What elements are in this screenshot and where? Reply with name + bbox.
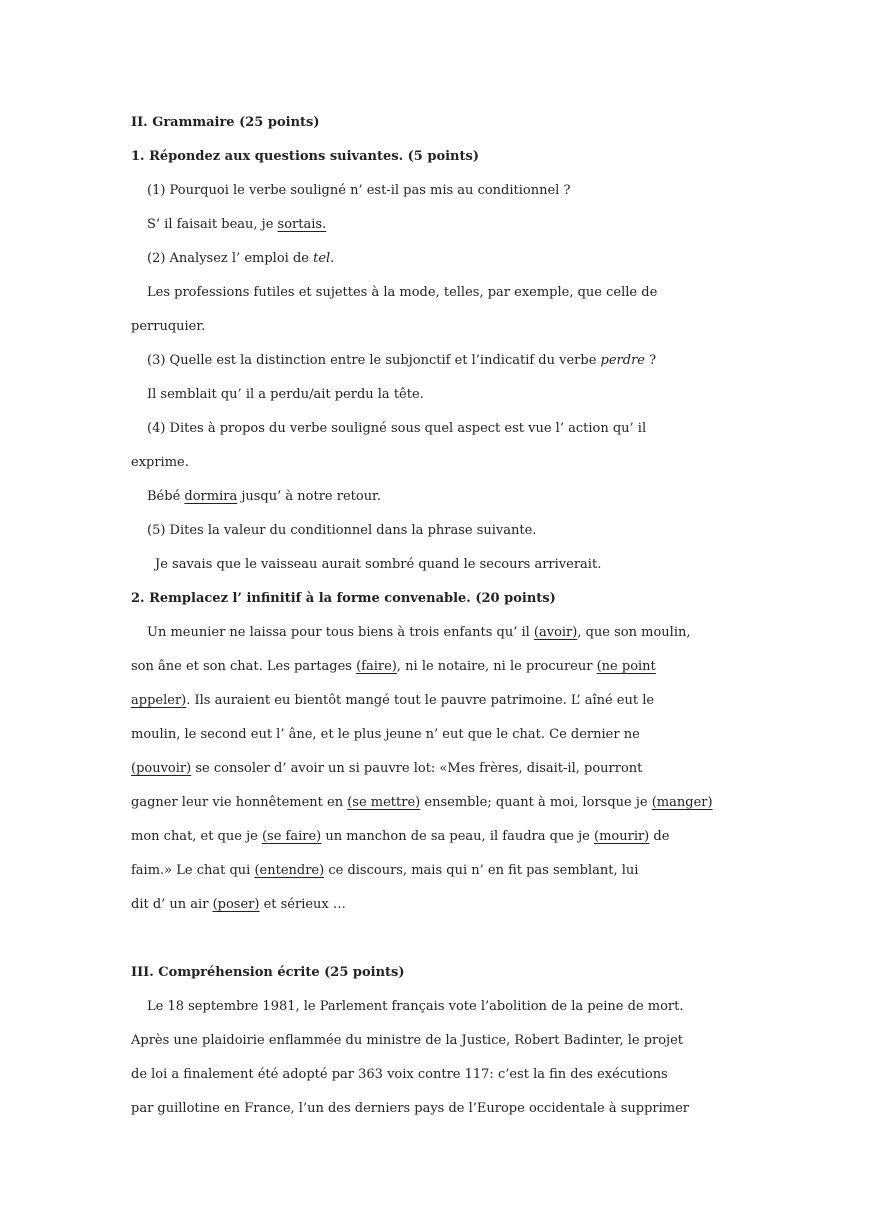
question-1: (1) Pourquoi le verbe souligné n’ est-il pas mis au conditionnel ? xyxy=(147,183,571,198)
exercise-line-5: (pouvoir) se consoler d’ avoir un si pauvre lot: «Mes frères, disait-il, pourront xyxy=(131,761,643,776)
exercise-line-7: mon chat, et que je (se faire) un manchon de sa peau, il faudra que je (mourir) de xyxy=(131,829,670,844)
sentence-2-line1: Les professions futiles et sujettes à la mode, telles, par exemple, que celle de xyxy=(147,285,658,300)
section-title-comprehension: III. Compréhension écrite (25 points) xyxy=(131,965,405,980)
exercise-line-4: moulin, le second eut l’ âne, et le plus jeune n’ eut que le chat. Ce dernier ne xyxy=(131,727,640,742)
sentence-3: Il semblait qu’ il a perdu/ait perdu la tête. xyxy=(147,387,424,402)
blank-verb: (poser) xyxy=(212,897,260,912)
reading-line-3: de loi a finalement été adopté par 363 voix contre 117: c’est la fin des exécutions xyxy=(131,1067,668,1082)
blank-verb: (se faire) xyxy=(261,829,322,844)
exercise-line-3: appeler). Ils auraient eu bientôt mangé tout le pauvre patrimoine. L’ aîné eut le xyxy=(131,693,655,708)
reading-line-1: Le 18 septembre 1981, le Parlement français vote l’abolition de la peine de mort. xyxy=(147,999,684,1014)
question-2: (2) Analysez l’ emploi de tel. xyxy=(147,251,335,266)
blank-verb: (faire) xyxy=(356,659,397,674)
exercise-line-9: dit d’ un air (poser) et sérieux … xyxy=(131,897,346,912)
sentence-1: S’ il faisait beau, je sortais. xyxy=(147,217,327,232)
blank-verb: (pouvoir) xyxy=(131,761,192,776)
question-3: (3) Quelle est la distinction entre le subjonctif et l’indicatif du verbe perdre ? xyxy=(147,353,657,368)
sentence-5: Je savais que le vaisseau aurait sombré quand le secours arriverait. xyxy=(155,557,602,572)
underlined-verb: dormira xyxy=(184,489,238,504)
document-page xyxy=(131,110,737,1130)
exercise-line-6: gagner leur vie honnêtement en (se mettre) ensemble; quant à moi, lorsque je (manger) xyxy=(131,795,713,810)
blank-verb: (se mettre) xyxy=(347,795,421,810)
reading-line-4: par guillotine en France, l’un des derniers pays de l’Europe occidentale à supprimer xyxy=(131,1101,690,1116)
sentence-4: Bébé dormira jusqu’ à notre retour. xyxy=(147,489,381,504)
blank-verb: (entendre) xyxy=(254,863,325,878)
section-gap xyxy=(131,926,737,960)
blank-verb: (ne point xyxy=(596,659,656,674)
sentence-2-line2: perruquier. xyxy=(131,319,206,334)
question-4-line1: (4) Dites à propos du verbe souligné sous quel aspect est vue l’ action qu’ il xyxy=(147,421,647,436)
underlined-verb: sortais. xyxy=(277,217,327,232)
question-4-line2: exprime. xyxy=(131,455,189,470)
blank-verb: (mourir) xyxy=(594,829,650,844)
question-5: (5) Dites la valeur du conditionnel dans la phrase suivante. xyxy=(147,523,537,538)
blank-verb: (avoir) xyxy=(533,625,578,640)
blank-verb: appeler) xyxy=(131,693,187,708)
reading-line-2: Après une plaidoirie enflammée du ministre de la Justice, Robert Badinter, le projet xyxy=(131,1033,684,1048)
part2-title: 2. Remplacez l’ infinitif à la forme convenable. (20 points) xyxy=(131,591,556,606)
exercise-line-8: faim.» Le chat qui (entendre) ce discours, mais qui n’ en fit pas semblant, lui xyxy=(131,863,639,878)
part1-title: 1. Répondez aux questions suivantes. (5 points) xyxy=(131,149,479,164)
section-title-grammaire: II. Grammaire (25 points) xyxy=(131,115,320,130)
blank-verb: (manger) xyxy=(651,795,713,810)
exercise-line-2: son âne et son chat. Les partages (faire), ni le notaire, ni le procureur (ne point xyxy=(131,659,656,674)
exercise-line-1: Un meunier ne laissa pour tous biens à trois enfants qu’ il (avoir), que son moulin, xyxy=(147,625,691,640)
